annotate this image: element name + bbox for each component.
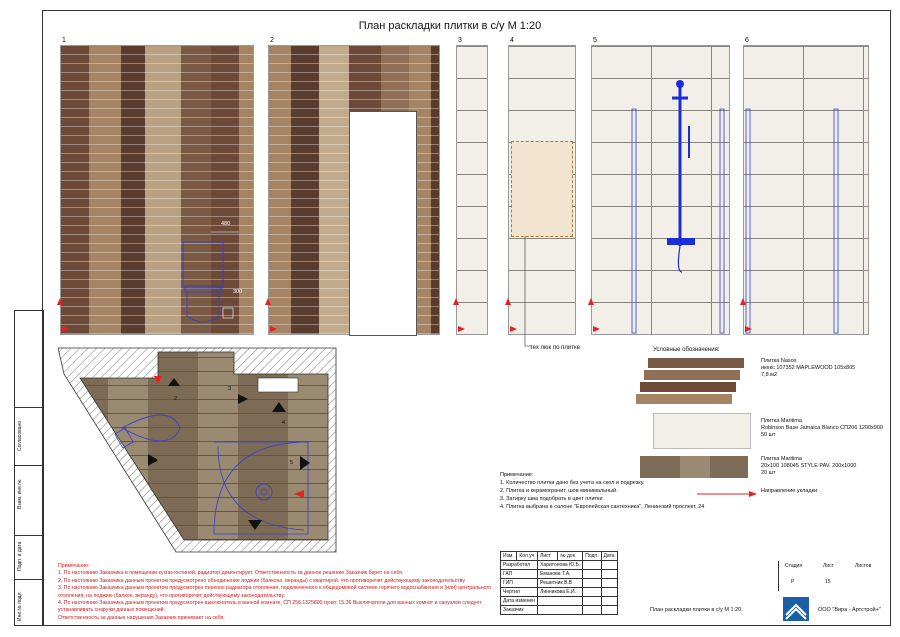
dimension-label: 480 [221,221,231,227]
side-label: Взам. инв.№ [17,479,23,509]
plan-marker: 3 [228,386,232,392]
plan-marker: 1 [154,458,158,464]
side-label: Инв.№ подл. [17,591,23,621]
title-block [500,551,889,624]
side-label: Согласовано [17,420,23,451]
remarks-block: Примечание: 1. По настоянию Заказчика в помещении кухни-гостиной, радиатор демонтирует. Ответственность за данное решение Заказчик берет на себя. 2. По настоянию Заказчика данным проектом предусмотрено объединение лоджии (балкона, веранды) с квартирой, что противоречит действующему законодательству. 3. По настоянию Заказчика данным проектом предусмотрен перенос радиатора отопления, подключенного к общедомовой системе горячего водоснабжения и (или) центрального отопления, на лоджию (балкон, веранду), что противоречит действующему законодательству. 4. По настоянию Заказчика данным проектом предусмотрен выключатель в ванной комнате, СП 256.1325800 пункт 15.36 Выключатели для ванных комнат и санузлов следует устанавливать снаружи данных помещений. Ответственность за данные нарушения Заказчик принимает на себя. [58,563,492,621]
shower-screen-outline [744,46,868,334]
elevation-3-tile-wall [456,45,488,335]
sheets-label: Листов [855,563,872,569]
legend-item-1: Плитка Nasos икекс 107352 MAPLEWOOD 105x805 7,8 м2 [761,358,856,378]
plan-marker: 6 [254,520,258,526]
layout-direction-arrow [745,326,752,332]
door-opening [349,111,417,336]
sheet-label: Лист [823,563,834,569]
layout-direction-arrow [270,326,277,332]
layout-direction-arrow [62,326,69,332]
plan-marker: 2 [174,396,178,402]
layout-direction-arrow [510,326,517,332]
notes-block: Примечание: 1. Количество плитки дано без учета на скол и подрезку. 2. Плитка и керамогранит, шов минимальный. 3. Затирку шва подобрать в цвет плитки 4. Плитка выбрана в салоне "Европейская сантехника", Ленинский проспект, 24 [500,472,705,510]
side-stamp [14,310,44,626]
elevation-6-tile-wall [743,45,869,335]
company-logo [783,597,809,621]
layout-direction-arrow [265,298,271,305]
stage-value: Р [791,579,795,585]
dimension-label: 300 [233,289,243,295]
sheet-value: 15 [825,579,831,585]
sheet-title: План раскладки плитки в с/у М 1:20 [358,20,542,32]
legend-title: Условные обозначения: [653,347,720,353]
elevation-number: 6 [745,37,749,44]
layout-arrow-icon [697,490,757,498]
shower-set-icon [592,46,729,334]
side-divider [15,579,43,580]
side-divider [15,535,43,536]
title-block-doc-title: План раскладки плитки в с/у М 1:20 [650,607,742,613]
elevation-4-tile-wall [508,45,576,335]
toilet-outline [61,46,253,334]
layout-direction-arrow [505,298,511,305]
layout-direction-arrow [57,298,63,305]
layout-direction-arrow [593,326,600,332]
elevation-number: 5 [593,37,597,44]
stage-label: Стадия [785,563,803,569]
elevation-number: 1 [62,37,66,44]
side-divider [15,407,43,408]
hatch-label: тех люк по плитке [530,345,580,351]
plan-marker: 4 [282,420,286,426]
side-divider [15,465,43,466]
leader-line [519,236,599,316]
elevation-number: 4 [510,37,514,44]
legend-item-3: Плитка Maritima 20x100 108045 STYLE PAV. 200x1000 20 шт [761,456,857,476]
layout-direction-arrow [588,298,594,305]
company-name: ООО "Вира - Артстрой+" [818,607,881,613]
legend-swatch-wood-planks [636,356,746,404]
floor-plan [58,344,338,554]
elevation-number: 3 [458,37,462,44]
layout-direction-arrow [453,298,459,305]
elevation-number: 2 [270,37,274,44]
legend-item-2: Плитка Maritima Robinson Base Jamaica Blanco СП206 1200x900 50 шт [761,418,883,438]
legend-swatch-white-tile [653,413,751,449]
elevation-5-tile-wall [591,45,730,335]
elevation-1-wood-wall [60,45,254,335]
layout-direction-arrow [458,326,465,332]
title-block-stage [778,561,889,591]
side-label: Подп. и дата [17,541,23,571]
elevation-2-wood-wall [268,45,440,335]
title-block-signatures: Изм. Кол.уч Лист № док Подп. Дата Разработал Харитонова Ю.Б. ГАП Еманова Т.А. ГИП Решетник В.В Чертил Линникова Е.И. Дата изменен Заказчик [500,551,618,615]
plan-marker: 5 [290,460,294,466]
layout-direction-arrow [740,298,746,305]
service-hatch [511,141,573,237]
legend-arrow-label: Направление укладки [761,488,818,494]
